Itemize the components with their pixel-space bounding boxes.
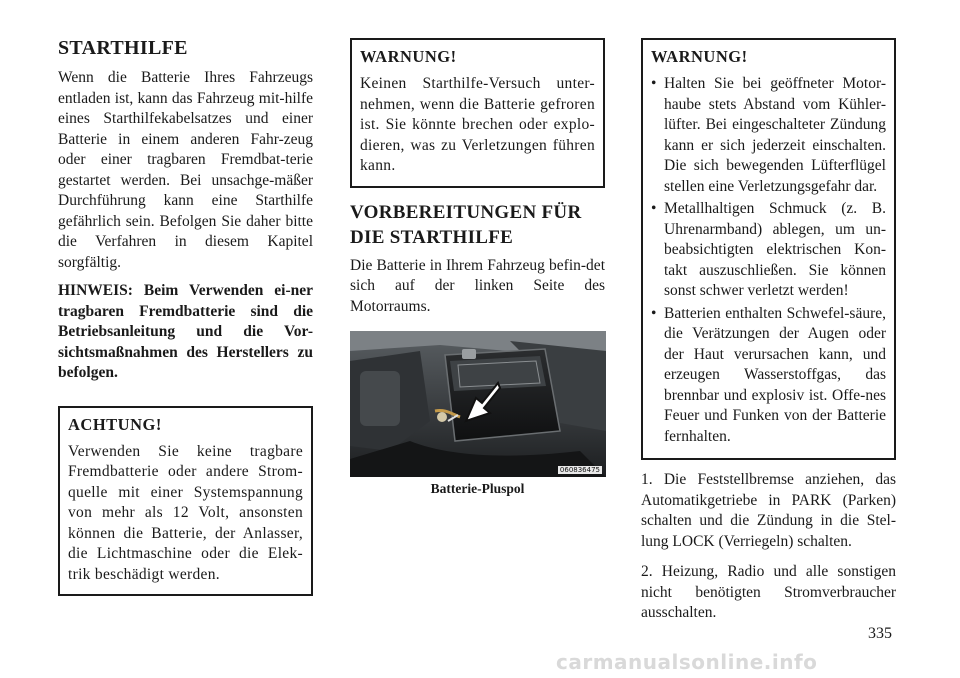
warning-item-text: Batterien enthalten Schwefel-säure, die Verätzungen der Augen oder der Haut verursachen kann, und erzeugen Wasserstoffgas, das brennbar und explosiv ist. Offe-nes Feuer und Funken von der Batterie fernhalten. bbox=[664, 304, 886, 445]
watermark: carmanualsonline.info bbox=[556, 650, 818, 674]
bullet: • bbox=[651, 200, 657, 217]
note-paragraph: HINWEIS: Beim Verwenden ei-ner tragbaren Fremdbatterie sind die Betriebsanleitung und die Vor-sichtsmaßnahmen des Herstellers zu befolgen. bbox=[58, 282, 313, 381]
column-right bbox=[641, 38, 896, 624]
warning-list bbox=[651, 74, 886, 447]
page-number: 335 bbox=[868, 625, 892, 642]
battery-photo bbox=[350, 331, 606, 477]
figure-caption: Batterie-Pluspol bbox=[430, 481, 525, 496]
section-heading-vorbereitungen: VORBEREITUNGEN FÜR DIE STARTHILFE bbox=[350, 201, 582, 248]
figure-code: 060836475 bbox=[559, 466, 600, 474]
column-left bbox=[58, 36, 313, 596]
warning-box-frozen bbox=[350, 38, 605, 188]
caution-title: ACHTUNG! bbox=[68, 414, 162, 434]
step-1: 1. Die Feststellbremse anziehen, das Automatikgetriebe in PARK (Parken) schalten und die Zündung in die Stel-lung LOCK (Verriegeln) schalten. bbox=[641, 471, 896, 550]
column-middle bbox=[350, 38, 605, 497]
battery-location-paragraph: Die Batterie in Ihrem Fahrzeug befin-det sich auf der linken Seite des Motorraums. bbox=[350, 256, 605, 315]
caution-box bbox=[58, 406, 313, 597]
warning-box-safety bbox=[641, 38, 896, 460]
warning-list-item bbox=[651, 304, 886, 448]
intro-paragraph: Wenn die Batterie Ihres Fahrzeugs entladen ist, kann das Fahrzeug mit-hilfe eines Starthilfekabelsatzes und einer Batterie in einem anderen Fahr-zeug oder einer tragbaren Fremdbat-terie gestartet werden. Bei unsachge-mäßer Durchführung kann eine Starthilfe gefährlich sein. Befolgen Sie daher bitte die Verfahren in diesem Kapitel sorgfältig. bbox=[58, 69, 313, 271]
warning-title: WARNUNG! bbox=[651, 47, 748, 66]
step-2: 2. Heizung, Radio und alle sonstigen nicht benötigten Stromverbraucher ausschalten. bbox=[641, 563, 896, 621]
engine-bay-illustration bbox=[350, 331, 606, 477]
warning-item-text: Metallhaltigen Schmuck (z. B. Uhrenarmband) ablegen, um un-beabsichtigten elektrischen Kon-takt auszuschließen. Sie können sonst schwer verletzt werden! bbox=[664, 200, 886, 299]
caution-text: Verwenden Sie keine tragbare Fremdbatterie oder andere Strom-quelle mit einer Systemspannung von mehr als 12 Volt, ansonsten können die Batterie, der Anlasser, die Lichtmaschine oder die Elek-trik beschädigt werden. bbox=[68, 442, 303, 583]
warning-text: Keinen Starthilfe-Versuch unter-nehmen, wenn die Batterie gefroren ist. Sie könnte brechen oder explo-dieren, was zu Verletzungen führen kann. bbox=[360, 75, 595, 174]
section-heading-starthilfe: STARTHILFE bbox=[58, 37, 188, 59]
warning-list-item bbox=[651, 199, 886, 302]
warning-item-text: Halten Sie bei geöffneter Motor-haube stets Abstand vom Kühler-lüfter. Bei eingeschalteter Zündung kann er sich jederzeit einschalten. Die sich bewegenden Lüfterflügel stellen eine Verletzungsgefahr dar. bbox=[664, 75, 886, 195]
warning-title: WARNUNG! bbox=[360, 47, 457, 66]
warning-list-item bbox=[651, 74, 886, 197]
bullet: • bbox=[651, 75, 657, 92]
bullet: • bbox=[651, 304, 657, 322]
battery-figure bbox=[350, 331, 605, 497]
